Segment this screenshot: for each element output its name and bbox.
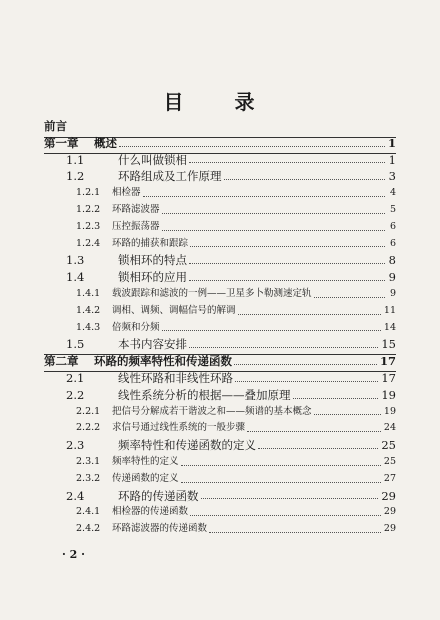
toc-entry-page: 8 xyxy=(388,253,396,268)
toc-entry-title: 载波跟踪和滤波的一例——卫星多卜勒测速定轨 xyxy=(112,287,312,299)
dot-leader xyxy=(314,280,385,298)
toc-entry-page: 25 xyxy=(381,438,396,453)
toc-entry-number: 1.2.4 xyxy=(76,237,101,249)
dot-leader xyxy=(162,196,385,214)
toc-entry-number: 2.4.2 xyxy=(76,523,101,535)
dot-leader xyxy=(189,330,378,348)
toc-entry-number: 1.5 xyxy=(66,337,85,352)
dot-leader xyxy=(190,498,381,516)
toc-entry-title: 传递函数的定义 xyxy=(112,472,179,484)
toc-entry-number: 2.4.1 xyxy=(76,506,101,518)
dot-leader xyxy=(143,179,385,197)
toc-entry-number: 2.2.2 xyxy=(76,422,101,434)
toc-entry-number: 1.2.3 xyxy=(76,220,101,232)
toc-entry-number: 第二章 xyxy=(44,354,79,369)
toc-entry-title: 锁相环的特点 xyxy=(118,253,187,268)
toc-entry-title: 调相、调频、调幅信号的解调 xyxy=(112,304,236,316)
toc-entry-number: 2.2 xyxy=(66,387,85,402)
toc-entry-title: 线性环路和非线性环路 xyxy=(118,370,233,385)
page-number-footer: · 2 · xyxy=(62,548,85,561)
toc-entry-page: 29 xyxy=(383,506,396,518)
toc-entry-title: 线性系统分析的根据——叠加原理 xyxy=(118,387,291,402)
dot-leader xyxy=(224,162,386,180)
dot-leader xyxy=(293,381,379,399)
toc-entry-number: 2.3.1 xyxy=(76,455,101,467)
page-title: 目 录 xyxy=(163,90,277,114)
toc-entry-page: 17 xyxy=(381,370,396,385)
dot-leader xyxy=(181,448,381,466)
toc-entry-title: 概述 xyxy=(94,135,117,150)
toc-entry-number: 第一章 xyxy=(44,135,79,150)
toc-entry-title: 环路的频率特性和传递函数 xyxy=(94,354,232,369)
dot-leader xyxy=(189,263,385,281)
toc-entry-page: 27 xyxy=(383,472,396,484)
toc-entry-title: 环路滤波器的传递函数 xyxy=(112,523,208,535)
toc-entry-number: 1.4.2 xyxy=(76,304,101,316)
toc-entry-number: 2.3.2 xyxy=(76,472,101,484)
dot-leader xyxy=(258,431,378,449)
toc-entry-title: 锁相环的应用 xyxy=(118,270,187,285)
dot-leader xyxy=(181,465,381,483)
dot-leader xyxy=(201,482,379,500)
toc-entry-title: 倍频和分频 xyxy=(112,321,160,333)
toc-entry-page: 29 xyxy=(383,523,396,535)
toc-entry-title: 频率特性的定义 xyxy=(112,455,179,467)
toc-entry-number: 1.4.3 xyxy=(76,321,101,333)
toc-entry-page: 25 xyxy=(383,455,396,467)
toc-entry-number: 2.3 xyxy=(66,438,85,453)
toc-entry-page: 29 xyxy=(381,488,396,503)
dot-leader xyxy=(162,213,385,231)
table-of-contents xyxy=(44,118,396,538)
toc-entry-title: 本书内容安排 xyxy=(118,337,187,352)
toc-entry[interactable] xyxy=(44,521,396,538)
toc-entry-number: 2.4 xyxy=(66,488,85,503)
toc-entry-title: 频率特性和传递函数的定义 xyxy=(118,438,256,453)
dot-leader xyxy=(119,129,385,147)
toc-entry-page: 3 xyxy=(388,169,396,184)
toc-entry-page: 14 xyxy=(383,321,396,333)
toc-entry-page: 24 xyxy=(383,422,396,434)
dot-leader xyxy=(238,297,381,315)
toc-entry-title: 求信号通过线性系统的一般步骤 xyxy=(112,422,246,434)
dot-leader xyxy=(247,414,381,432)
dot-leader xyxy=(162,314,381,332)
dot-leader xyxy=(190,230,385,248)
toc-entry-page: 17 xyxy=(379,354,396,369)
toc-entry-page: 1 xyxy=(387,135,396,150)
dot-leader xyxy=(234,347,377,365)
dot-leader xyxy=(189,146,385,164)
toc-entry-number: 2.2.1 xyxy=(76,405,101,417)
toc-entry-title: 压控振荡器 xyxy=(112,220,160,232)
toc-entry-page: 19 xyxy=(381,387,396,402)
toc-entry-page: 9 xyxy=(388,270,396,285)
toc-entry-page: 4 xyxy=(389,187,396,199)
toc-entry-page: 1 xyxy=(388,152,396,167)
toc-entry-title: 把信号分解成若干谐波之和——频谱的基本概念 xyxy=(112,405,312,417)
toc-entry-number: 前言 xyxy=(44,119,67,133)
dot-leader xyxy=(96,113,385,130)
toc-entry-title: 环路滤波器 xyxy=(112,203,160,215)
toc-entry-title: 相检器 xyxy=(112,187,141,199)
toc-entry-page: 5 xyxy=(389,203,396,215)
toc-entry-number: 1.4.1 xyxy=(76,287,101,299)
toc-entry-title: 相检器的传递函数 xyxy=(112,506,189,518)
toc-entry-title: 环路的捕获和跟踪 xyxy=(112,237,189,249)
dot-leader xyxy=(209,515,381,533)
dot-leader xyxy=(235,364,378,382)
toc-entry-page: 6 xyxy=(389,220,396,232)
toc-entry-page: 11 xyxy=(383,304,396,316)
toc-entry-title: 环路的传递函数 xyxy=(118,488,199,503)
dot-leader xyxy=(314,398,381,416)
toc-entry-title: 什么叫做锁相 xyxy=(118,152,187,167)
toc-entry-page: 6 xyxy=(389,237,396,249)
toc-entry-number: 1.2.2 xyxy=(76,203,101,215)
dot-leader xyxy=(189,246,385,264)
toc-entry-number: 1.2 xyxy=(66,169,85,184)
toc-entry-number: 1.3 xyxy=(66,253,85,268)
toc-entry-page: 19 xyxy=(383,405,396,417)
toc-entry-number: 1.1 xyxy=(66,152,85,167)
toc-entry-page: 15 xyxy=(381,337,396,352)
toc-entry-page: 9 xyxy=(389,287,396,299)
toc-entry-number: 2.1 xyxy=(66,370,85,385)
toc-entry-number: 1.4 xyxy=(66,270,85,285)
toc-entry-number: 1.2.1 xyxy=(76,187,101,199)
toc-entry-title: 环路组成及工作原理 xyxy=(118,169,222,184)
